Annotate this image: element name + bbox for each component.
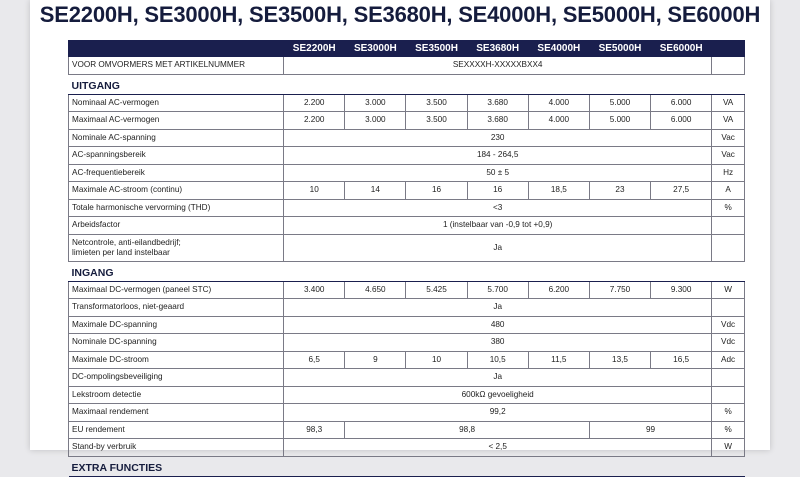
- row-value: 18,5: [528, 182, 589, 200]
- section-title: UITGANG: [69, 74, 745, 94]
- row-label: AC-frequentiebereik: [69, 164, 284, 182]
- row-value: 2.200: [284, 94, 345, 112]
- row-unit: [712, 57, 745, 75]
- header-model: SE2200H: [284, 41, 345, 57]
- row-unit: Hz: [712, 164, 745, 182]
- row-unit: %: [712, 199, 745, 217]
- page-title: SE2200H, SE3000H, SE3500H, SE3680H, SE4000H, SE5000H, SE6000H: [39, 2, 761, 27]
- table-row: [69, 147, 745, 165]
- row-value: 9: [345, 351, 406, 369]
- row-value: 3.680: [467, 112, 528, 130]
- row-unit: W: [712, 281, 745, 299]
- header-model: SE5000H: [589, 41, 650, 57]
- row-value: 3.680: [467, 94, 528, 112]
- row-value: 7.750: [589, 281, 650, 299]
- row-label: EU rendement: [69, 421, 284, 439]
- row-value: 98,3: [284, 421, 345, 439]
- row-value: 10: [406, 351, 467, 369]
- row-unit: [712, 369, 745, 387]
- row-value: 99,2: [284, 404, 712, 422]
- row-unit: VA: [712, 94, 745, 112]
- table-row: [69, 439, 745, 457]
- row-unit: Vdc: [712, 334, 745, 352]
- row-label: Maximaal rendement: [69, 404, 284, 422]
- table-row: [69, 334, 745, 352]
- row-unit: VA: [712, 112, 745, 130]
- row-value: 5.700: [467, 281, 528, 299]
- row-value: 3.500: [406, 112, 467, 130]
- row-value: 3.400: [284, 281, 345, 299]
- row-value: 99: [589, 421, 711, 439]
- row-value: 4.000: [528, 94, 589, 112]
- row-value: 4.650: [345, 281, 406, 299]
- table-row: [69, 57, 745, 75]
- table-row: [69, 421, 745, 439]
- table-row: [69, 112, 745, 130]
- row-unit: Vac: [712, 129, 745, 147]
- row-value: 23: [589, 182, 650, 200]
- row-label: Nominaal AC-vermogen: [69, 94, 284, 112]
- row-value: 5.425: [406, 281, 467, 299]
- table-row: [69, 164, 745, 182]
- row-value: 230: [284, 129, 712, 147]
- header-model: SE6000H: [651, 41, 712, 57]
- header-model: SE3500H: [406, 41, 467, 57]
- row-value: 14: [345, 182, 406, 200]
- table-row: [69, 404, 745, 422]
- row-value: Ja: [284, 299, 712, 317]
- row-label: Nominale AC-spanning: [69, 129, 284, 147]
- header-unit: [712, 41, 745, 57]
- row-unit: %: [712, 421, 745, 439]
- row-value: 27,5: [651, 182, 712, 200]
- row-unit: [712, 234, 745, 261]
- row-unit: Vac: [712, 147, 745, 165]
- row-value: 380: [284, 334, 712, 352]
- row-value: 9.300: [651, 281, 712, 299]
- row-label: VOOR OMVORMERS MET ARTIKELNUMMER: [69, 57, 284, 75]
- row-value: <3: [284, 199, 712, 217]
- table-row: [69, 129, 745, 147]
- row-value: 3.500: [406, 94, 467, 112]
- datasheet-page: [30, 0, 770, 474]
- row-label: Transformatorloos, niet-geaard: [69, 299, 284, 317]
- row-value: 3.000: [345, 112, 406, 130]
- table-row: [69, 94, 745, 112]
- row-unit: Adc: [712, 351, 745, 369]
- row-unit: Vdc: [712, 316, 745, 334]
- table-row: [69, 386, 745, 404]
- row-value: 184 - 264,5: [284, 147, 712, 165]
- row-label: Maximale DC-spanning: [69, 316, 284, 334]
- header-model: SE3680H: [467, 41, 528, 57]
- row-label: Totale harmonische vervorming (THD): [69, 199, 284, 217]
- row-value: 10,5: [467, 351, 528, 369]
- row-value: 3.000: [345, 94, 406, 112]
- row-label: AC-spanningsbereik: [69, 147, 284, 165]
- row-label: Lekstroom detectie: [69, 386, 284, 404]
- row-label: Stand-by verbruik: [69, 439, 284, 457]
- section-heading-extra: [69, 456, 745, 476]
- header-model: SE3000H: [345, 41, 406, 57]
- header-empty: [69, 41, 284, 57]
- row-unit: W: [712, 439, 745, 457]
- table-row: [69, 182, 745, 200]
- row-value: 16,5: [651, 351, 712, 369]
- header-model: SE4000H: [528, 41, 589, 57]
- row-value: 13,5: [589, 351, 650, 369]
- section-heading-output: [69, 74, 745, 94]
- row-value: 1 (instelbaar van -0,9 tot +0,9): [284, 217, 712, 235]
- table-row: [69, 234, 745, 261]
- row-value: 6.200: [528, 281, 589, 299]
- table-row: [69, 217, 745, 235]
- row-label: DC-ompolingsbeveiliging: [69, 369, 284, 387]
- row-unit: [712, 386, 745, 404]
- row-label: Maximaal DC-vermogen (paneel STC): [69, 281, 284, 299]
- table-row: [69, 351, 745, 369]
- row-label-line: Netcontrole, anti-eilandbedrijf;: [72, 237, 181, 247]
- row-value: 16: [406, 182, 467, 200]
- header-row: [69, 41, 745, 57]
- row-value: 11,5: [528, 351, 589, 369]
- section-title: INGANG: [69, 261, 745, 281]
- row-value: 6,5: [284, 351, 345, 369]
- row-label: Maximale AC-stroom (continu): [69, 182, 284, 200]
- row-value: 6.000: [651, 112, 712, 130]
- row-value: 4.000: [528, 112, 589, 130]
- row-value: < 2,5: [284, 439, 712, 457]
- row-value: 10: [284, 182, 345, 200]
- spec-table: [68, 40, 745, 477]
- row-unit: [712, 299, 745, 317]
- table-row: [69, 299, 745, 317]
- row-value: 16: [467, 182, 528, 200]
- row-label: [69, 234, 284, 261]
- row-unit: %: [712, 404, 745, 422]
- table-row: [69, 316, 745, 334]
- row-label: Nominale DC-spanning: [69, 334, 284, 352]
- row-value: 6.000: [651, 94, 712, 112]
- section-title: EXTRA FUNCTIES: [69, 456, 745, 476]
- row-value: 98,8: [345, 421, 590, 439]
- section-heading-input: [69, 261, 745, 281]
- row-label: Maximale DC-stroom: [69, 351, 284, 369]
- row-value: 600kΩ gevoeligheid: [284, 386, 712, 404]
- row-label: Arbeidsfactor: [69, 217, 284, 235]
- row-value: 50 ± 5: [284, 164, 712, 182]
- row-unit: A: [712, 182, 745, 200]
- table-row: [69, 199, 745, 217]
- row-value: 5.000: [589, 112, 650, 130]
- row-value: SEXXXXH-XXXXXBXX4: [284, 57, 712, 75]
- row-value: 2.200: [284, 112, 345, 130]
- table-row: [69, 281, 745, 299]
- row-value: 480: [284, 316, 712, 334]
- row-value: Ja: [284, 234, 712, 261]
- row-value: 5.000: [589, 94, 650, 112]
- row-label: Maximaal AC-vermogen: [69, 112, 284, 130]
- table-row: [69, 369, 745, 387]
- row-label-line: limieten per land instelbaar: [72, 247, 170, 257]
- row-value: Ja: [284, 369, 712, 387]
- row-unit: [712, 217, 745, 235]
